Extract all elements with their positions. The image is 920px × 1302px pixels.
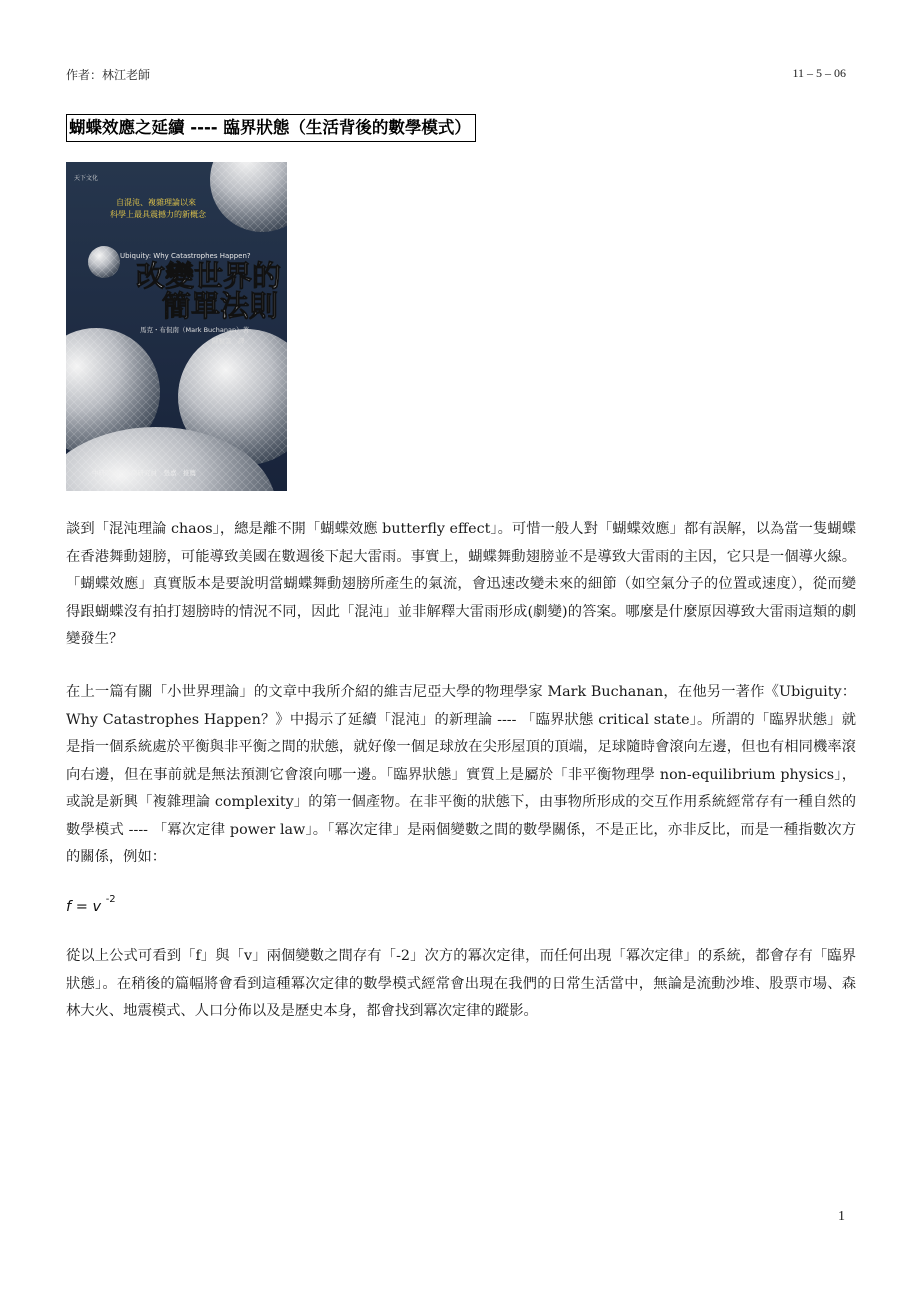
- header-author: 作者：林江老師: [66, 68, 151, 82]
- page-number: 1: [838, 1209, 845, 1224]
- cover-publisher-mark: 天下文化: [74, 175, 99, 182]
- cover-translator-line: 陳雅雲 譯: [212, 337, 245, 345]
- paragraph-power-law-conclusion: 從以上公式可看到「f」與「v」兩個變數之間存有「-2」次方的冪次定律，而任何出現「冪次定律」的系統，都會存有「臨界狀態」。在稍後的篇幅將會看到這種冪次定律的數學模式經常會出現在我們的日常生活當中，無論是流動沙堆、股票市場、森林大火、地震模式、人口分佈以及是歷史本身，都會找到冪次定律的蹤影。: [66, 948, 856, 1019]
- formula-power-law: [66, 894, 116, 915]
- cover-title-line-1: 改變世界的: [136, 259, 282, 293]
- formula-exponent: -2: [105, 894, 116, 905]
- cover-bottom-line: 中研院資訊所副研究員 張嘉 推薦: [92, 469, 196, 477]
- paragraph-chaos-butterfly-effect: 談到「混沌理論 chaos」，總是離不開「蝴蝶效應 butterfly effect」。可惜一般人對「蝴蝶效應」都有誤解，以為當一隻蝴蝶在香港舞動翅膀，可能導致美國在數週後下起大雷雨。事實上，蝴蝶舞動翅膀並不是導致大雷雨的主因，它只是一個導火線。「蝴蝶效應」真實版本是要說明當蝴蝶舞動翅膀所產生的氣流，會迅速改變未來的細節（如空氣分子的位置或速度），從而變得跟蝴蝶沒有拍打翅膀時的情況不同，因此「混沌」並非解釋大雷雨形成(劇變)的答案。哪麼是什麼原因導致大雷雨這類的劇變發生？: [66, 521, 856, 647]
- cover-author-line: 馬克・布侃南（Mark Buchanan）著: [140, 326, 250, 334]
- book-cover-image: [66, 162, 287, 491]
- document-title: 蝴蝶效應之延續 ---- 臨界狀態（生活背後的數學模式）: [66, 114, 476, 142]
- formula-lhs: f: [66, 898, 72, 915]
- formula-base: v: [92, 898, 102, 915]
- cover-tagline-2: 科學上最具震撼力的新概念: [110, 210, 206, 219]
- cover-tagline-1: 自混沌、複雜理論以來: [116, 198, 196, 207]
- header-date: 11 – 5 – 06: [792, 66, 846, 80]
- formula-equals: =: [71, 898, 93, 915]
- cover-title-line-2: 簡單法則: [162, 289, 279, 323]
- paragraph-critical-state: 在上一篇有關「小世界理論」的文章中我所介紹的維吉尼亞大學的物理學家 Mark Buchanan，在他另一著作《Ubiguity：Why Catastrophes Happen？》中揭示了延續「混沌」的新理論 ---- 「臨界狀態 critical state」。所謂的「臨界狀態」就是指一個系統處於平衡與非平衡之間的狀態，就好像一個足球放在尖形屋頂的頂端，足球隨時會滾向左邊，但也有相同機率滾向右邊，但在事前就是無法預測它會滾向哪一邊。「臨界狀態」實質上是屬於「非平衡物理學 non-equilibrium physics」，或說是新興「複雜理論 complexity」的第一個產物。在非平衡的狀態下，由事物所形成的交互作用系統經常存有一種自然的數學模式 ---- 「冪次定律 power law」。「冪次定律」是兩個變數之間的數學關係，不是正比，亦非反比，而是一種指數次方的關係，例如：: [66, 684, 856, 865]
- cover-sphere-small-left: [88, 246, 120, 278]
- cover-english-title: Ubiquity: Why Catastrophes Happen?: [120, 252, 251, 260]
